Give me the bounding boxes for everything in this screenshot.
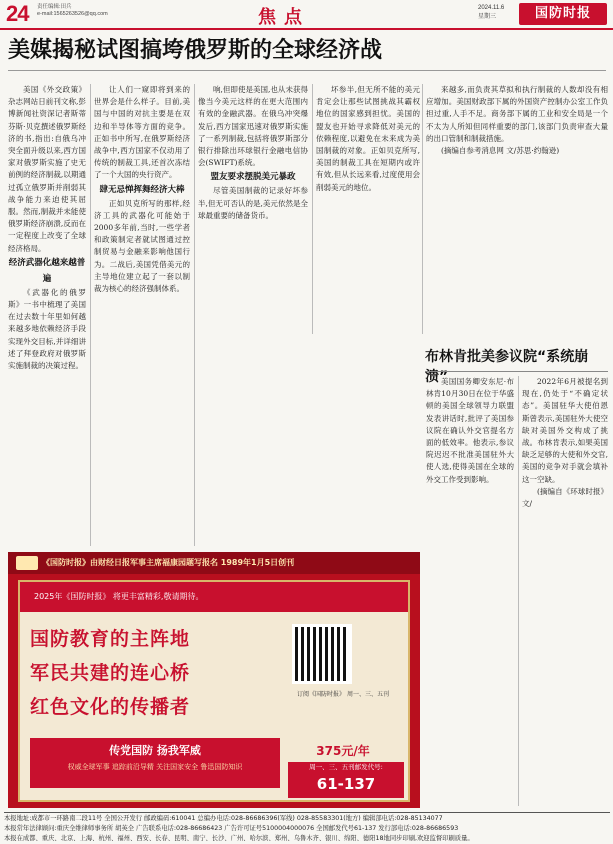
paragraph: 美国国务卿安东尼·布林肯10月30日在位于华盛顿的美国全球领导力联盟发表讲话时,批评了美国参议院在确认外交官提名方面的低效率。他表示,参议院迟迟不批准美国驻外大使人选,使得美国在全球的外交工作受到影响。 — [426, 377, 514, 484]
ad-header — [8, 552, 420, 574]
subheading: 盟友要求摆脱美元暴政 — [210, 172, 296, 183]
newspaper-logo-icon — [16, 556, 38, 570]
paragraph: 响,但即使是美国,也从未获得像当今美元这样的在更大范围内有效的金融武器。在俄乌冲突爆发后,西方国家迅速对俄罗斯实施了一系列制裁,包括将俄罗斯部分银行排除出环球银行金融电信协会(SWIFT)系统。 — [198, 85, 308, 168]
second-headline: 布林肯批美参议院“系统崩溃” — [425, 349, 589, 385]
paragraph: 尽管美国制裁的记录好坏参半,但无可否认的是,美元依然是全球最重要的储备货币。 — [198, 186, 308, 220]
paragraph: 《武器化的俄罗斯》一书中梳理了美国在过去数十年里如何越来越多地依赖经济手段实现外交目标,并详细讲述了拜登政府对俄罗斯实施制裁的决策过程。 — [8, 287, 86, 371]
column-divider — [312, 84, 313, 334]
page-meta — [37, 4, 108, 18]
newspaper-logo: 国防时报 — [519, 3, 607, 25]
paragraph: 2022年6月被提名到现在,仍处于“不确定状态”。美国驻华大使伯恩斯曾表示,美国驻外大使空缺对美国外交构成了挑战。布林肯表示,如果美国缺乏足够的大使和外交官,美国的竞争对手就会填补这一空缺。 — [522, 377, 608, 484]
column-divider — [194, 84, 195, 546]
subheading: 肆无忌惮挥舞经济大棒 — [99, 184, 185, 195]
article-column-3 — [198, 84, 308, 546]
ad-slogan — [30, 738, 280, 788]
ad-line-3: 红色文化的传播者 — [30, 696, 191, 718]
postal-code-box — [288, 762, 404, 798]
subscription-price: 375元/年 — [316, 744, 370, 758]
ad-line-2: 军民共建的连心桥 — [30, 662, 191, 684]
footer-line: 本报地址:成都市一环路南二段11号 全国公开发行 邮政编码:610041 总编办电话:028-86686396(军线) 028-85583301(地方) 编辑部电话:028-85134077 — [4, 815, 443, 822]
article-column-4 — [316, 84, 420, 334]
ad-slogan-main: 传党国防 扬我军威 — [109, 744, 201, 757]
column-divider — [422, 84, 423, 334]
page-number: 24 — [6, 1, 29, 26]
subscription-advertisement — [8, 552, 420, 808]
qr-code-icon[interactable] — [292, 624, 352, 684]
footer-line: 本报常年法律顾问:重庆全维律师事务所 胡英全 广告联系电话:028-86686423 广告许可证号5100004000076 全国邮发代号61-137 发行部电话:028-86686593 — [4, 825, 459, 832]
article-column-1 — [8, 84, 86, 546]
postal-code-label: 周一、三、五刊邮发代号: — [309, 763, 383, 771]
article-source: (摘编自《环球时报》 文/ — [522, 486, 608, 509]
paragraph: 坏参半,但无所不能的美元肯定会让那些试图挑战其霸权地位的国家感到担忧。美国的盟友也开始寻求降低对美元的依赖程度,以避免在未来成为美国制裁的对象。正如贝克所写,美国的制裁工具在短期内或许有效,但从长远来看,过度使用会削弱美元的地位。 — [316, 85, 420, 192]
editor-line: 责任编辑:田兵 — [37, 4, 72, 10]
article-column-5 — [426, 84, 608, 334]
paragraph: 美国《外交政策》杂志网站日前刊文称,彭博新闻社资深记者斯蒂芬斯·贝克撰述俄罗斯经济的书,指出:自俄乌冲突全面升级以来,西方国家对俄罗斯实施了史无前例的经济制裁,以期通过孤立俄罗斯并削弱其战争能力来迫使其屈服。然而,制裁并未能使俄罗斯经济崩溃,反而在一定程度上改变了全球经济格局。 — [8, 85, 86, 253]
masthead — [0, 0, 613, 30]
paragraph: 让人们一窥即将到来的世界会是什么样子。目前,美国与中国的对抗主要是在双边和半导体等方面的竞争。正如书中所写,在俄罗斯经济战争中,西方国家不仅动用了传统的制裁工具,还首次冻结了一个大国的央行资产。 — [94, 85, 190, 180]
weekday-line: 星期三 — [478, 14, 497, 20]
email-line: e-mail:1565263526@qq.com — [37, 11, 108, 17]
column-divider — [518, 376, 519, 806]
ad-header-text: 《国防时报》由财经日报军事主席福康园题写报名 1989年1月5日创刊 — [42, 558, 295, 567]
paragraph: 来越多,而负责其草拟和执行制裁的人数却没有相应增加。美国财政部下属的外国资产控制办公室工作负担过重,人手不足。商务部下属的工业和安全局是一个不太为人所知但同样重要的部门,该部门负责审查大量的出口管制和制裁措施。 — [426, 85, 608, 143]
qr-label: 订阅《国防时报》 周一、三、五刊 — [297, 691, 389, 698]
headline-divider — [8, 70, 606, 71]
ad-line-1: 国防教育的主阵地 — [30, 628, 191, 650]
paragraph: 正如贝克所写的那样,经济工具的武器化可能始于2000多年前,当时,一些学者和政策制定者就试图通过控制贸易与金融来影响他国行为。二战后,美国凭借美元的主导地位建立起了一套以制裁为核心的经济强制体系。 — [94, 198, 190, 294]
article-source: (摘编自参考消息网 文/苏思·约翰逊) — [441, 146, 560, 156]
article-column-2 — [94, 84, 190, 546]
postal-code: 61-137 — [316, 775, 376, 793]
main-headline: 美媒揭秘试图搞垮俄罗斯的全球经济战 — [8, 38, 383, 63]
column-divider — [90, 84, 91, 546]
issue-date — [478, 4, 504, 22]
ad-slogan-sub: 权威全球军事 追踪前沿导精 关注国家安全 鲁迅国防知识 — [67, 763, 243, 771]
ad-panel — [18, 580, 410, 802]
ad-banner: 2025年《国防时报》 将更丰富精彩,敬请期待。 — [20, 582, 408, 612]
footer-line: 本报在成都、重庆、北京、上海、杭州、福州、西安、长春、昆明、南宁、长沙、广州、哈尔滨、郑州、乌鲁木齐、银川、绵阳、德阳18地同步印刷,欢迎监督印刷质量。 — [4, 835, 474, 842]
date-line: 2024.11.6 — [478, 5, 505, 11]
second-article-column-1 — [426, 376, 514, 806]
second-headline-divider — [425, 371, 608, 372]
subheading: 经济武器化越来越普遍 — [8, 257, 86, 284]
second-article-column-2 — [522, 376, 608, 806]
publisher-footer — [4, 812, 610, 844]
section-title: 焦点 — [258, 7, 310, 28]
